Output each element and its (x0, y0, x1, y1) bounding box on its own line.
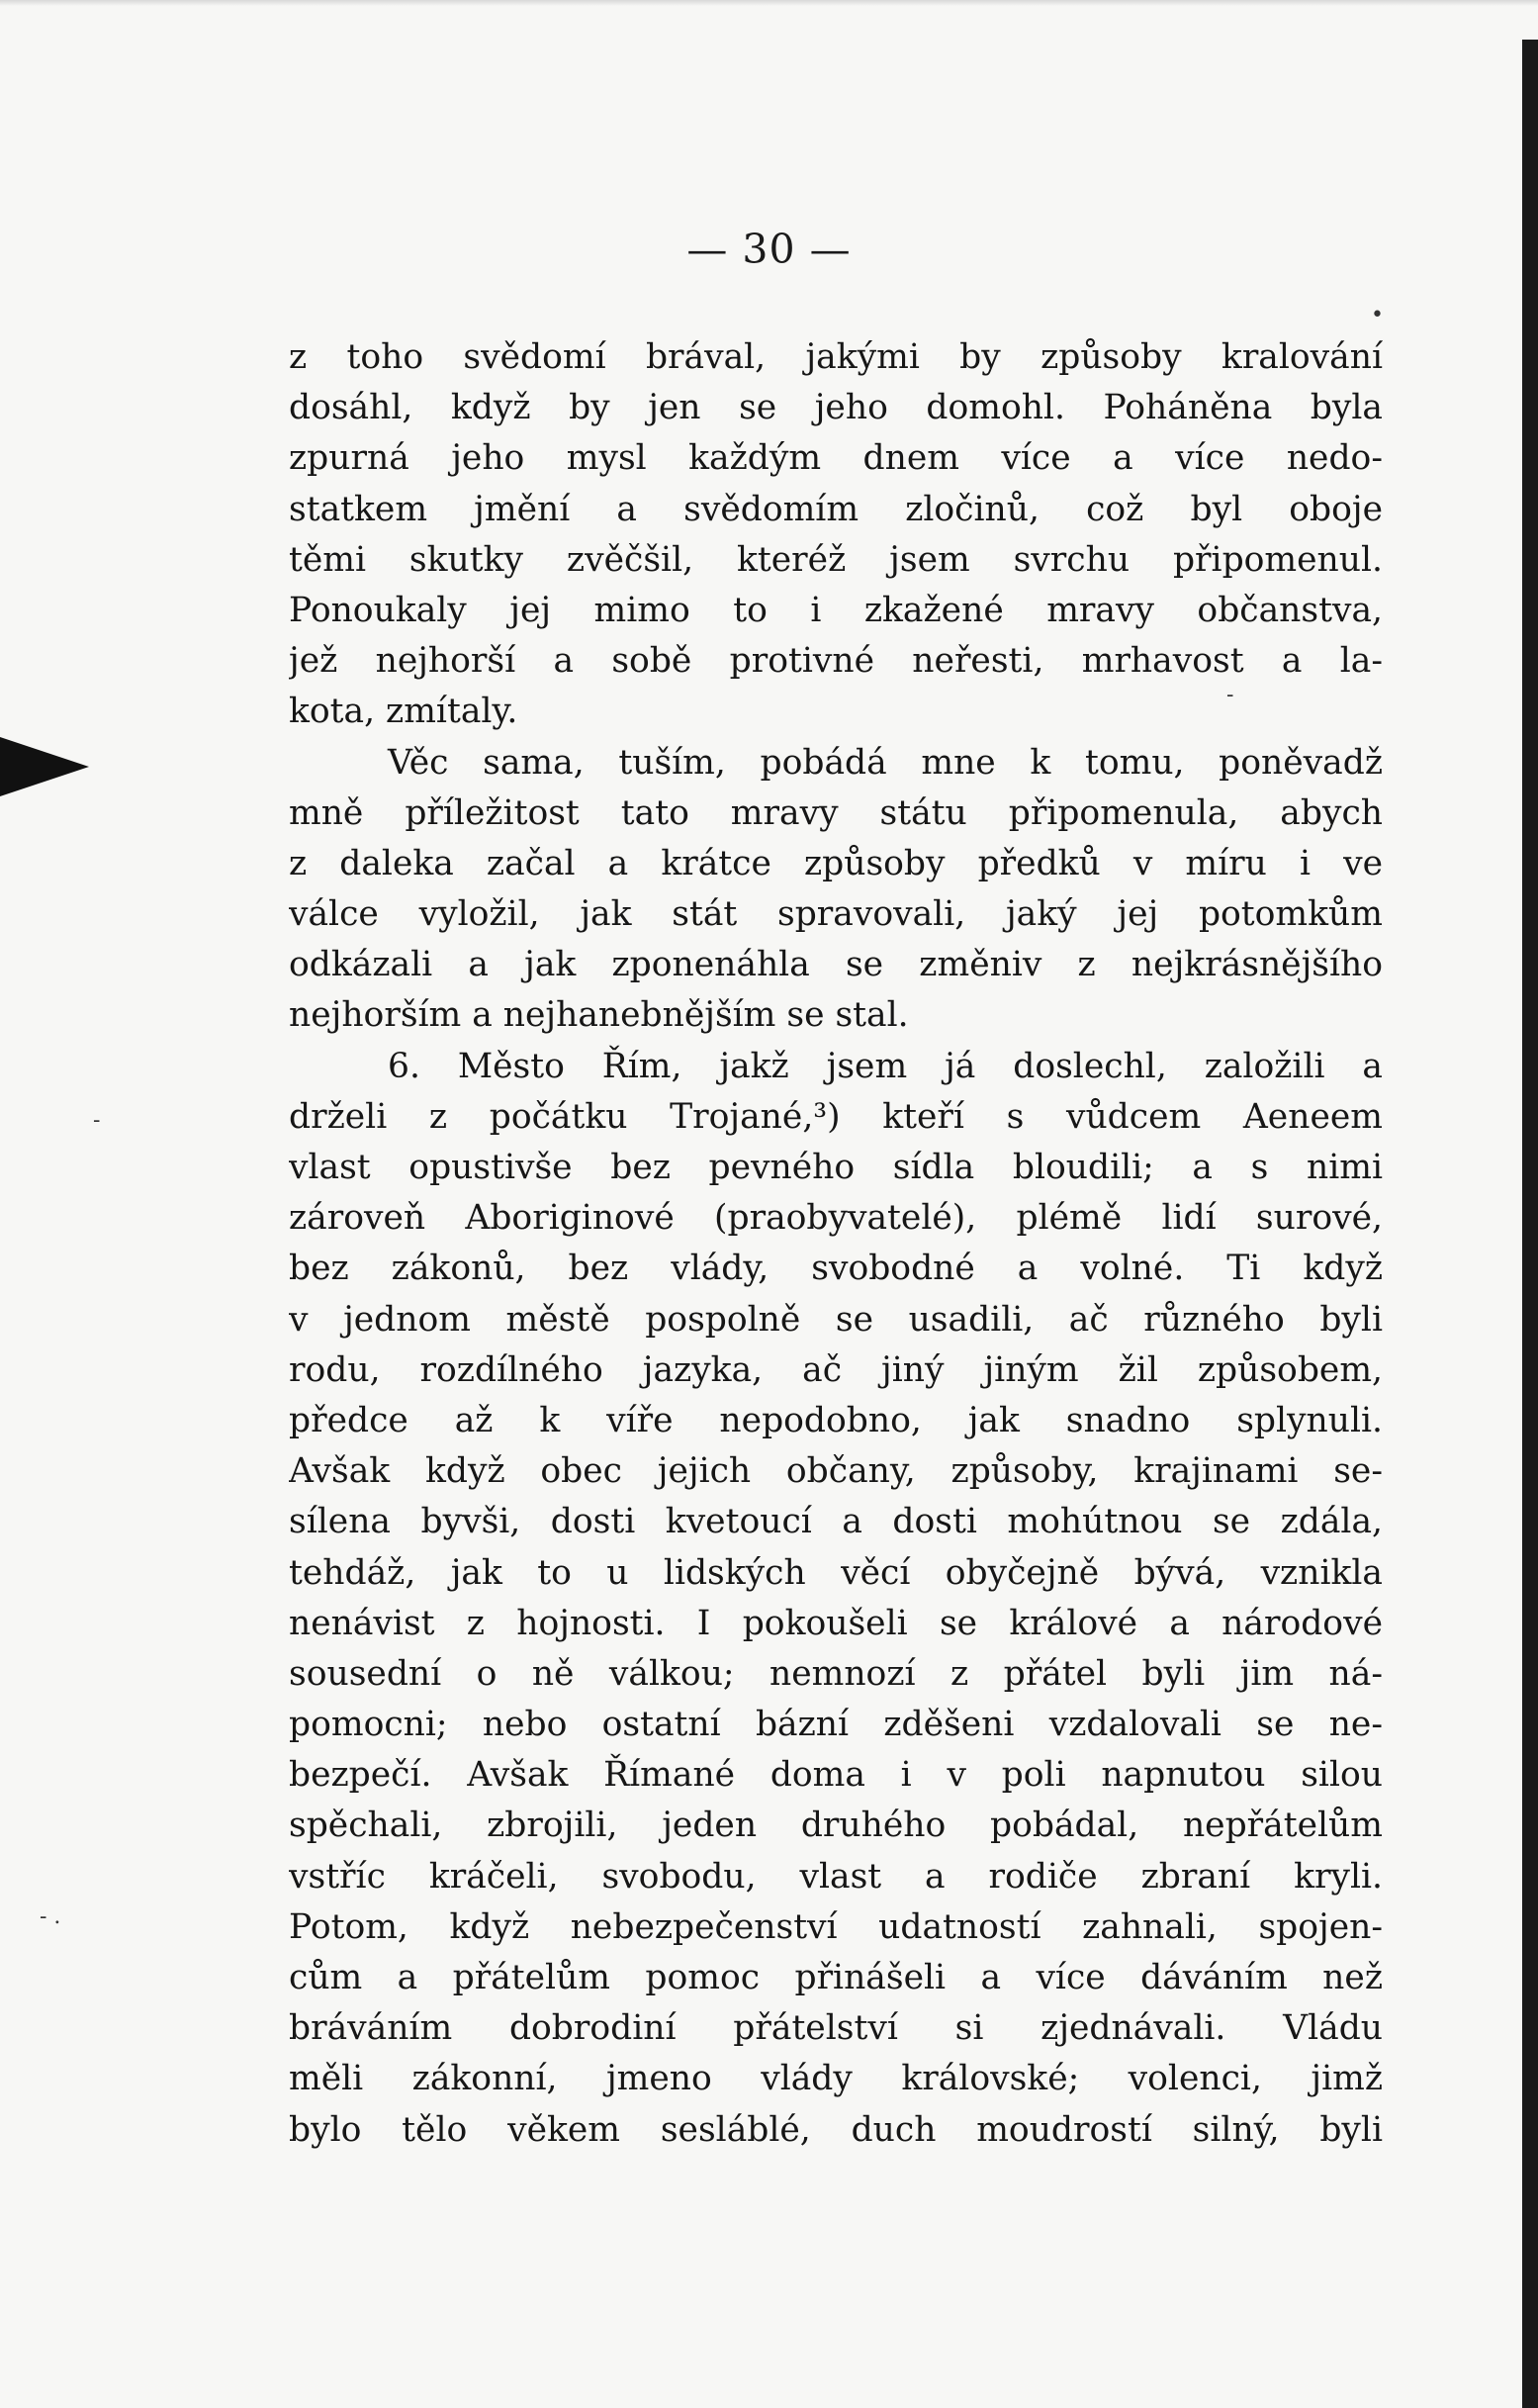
text-line: 6. Město Řím, jakž jsem já doslechl, založili a (388, 1046, 1383, 1086)
ink-speck: - (93, 1108, 101, 1133)
text-line: Ponoukaly jej mimo to i zkažené mravy občanstva, (289, 590, 1383, 630)
text-line: z toho svědomí brával, jakými by způsoby kralování (289, 337, 1383, 377)
text-line: dosáhl, když by jen se jeho domohl. Poháněna byla (289, 388, 1383, 428)
text-line: v jednom městě pospolně se usadili, ač různého byli (289, 1299, 1383, 1340)
text-line: statkem jmění a svědomím zločinů, což byl oboje (289, 489, 1383, 529)
text-line: nenávist z hojnosti. I pokoušeli se králové a národové (289, 1603, 1383, 1643)
text-line: odkázali a jak zponenáhla se změniv z nejkrásnějšího (289, 945, 1383, 985)
text-line: Věc sama, tuším, pobádá mne k tomu, poněvadž (388, 742, 1383, 783)
text-line: tehdáž, jak to u lidských věcí obyčejně bývá, vznikla (289, 1552, 1383, 1593)
text-line: pomocni; nebo ostatní bázní zděšeni vzdalovali se ne- (289, 1705, 1383, 1745)
ink-speck: • (1371, 303, 1384, 327)
ink-speck: - (1226, 683, 1234, 707)
text-line: zpurná jeho mysl každým dnem více a více nedo- (289, 438, 1383, 479)
text-line: zároveň Aboriginové (praobyvatelé), plémě lidí surové, (289, 1198, 1383, 1239)
text-line: měli zákonní, jmeno vlády královské; volenci, jimž (289, 2059, 1383, 2099)
text-line: Avšak když obec jejich občany, způsoby, krajinami se- (289, 1451, 1383, 1492)
text-line: předce až k víře nepodobno, jak snadno splynuli. (289, 1400, 1383, 1440)
ink-speck: - . (40, 1904, 61, 1929)
text-line: Potom, když nebezpečenství udatností zahnali, spojen- (289, 1906, 1383, 1947)
text-line: těmi skutky zvěčšil, kteréž jsem svrchu připomenul. (289, 539, 1383, 580)
margin-bracket-mark (0, 737, 89, 796)
text-line: cům a přátelům pomoc přinášeli a více dáváním než (289, 1958, 1383, 1997)
text-line: jež nejhorší a sobě protivné neřesti, mrhavost a la- (289, 641, 1383, 682)
page-top-shadow (0, 0, 1538, 6)
text-line: bezpečí. Avšak Římané doma i v poli napnutou silou (289, 1755, 1383, 1796)
text-line: bráváním dobrodiní přátelství si zjednávali. Vládu (289, 2008, 1383, 2049)
text-line: bylo tělo věkem sesláblé, duch moudrostí silný, byli (289, 2109, 1383, 2150)
text-line: bez zákonů, bez vlády, svobodné a volné. Ti když (289, 1249, 1383, 1289)
text-line: válce vyložil, jak stát spravovali, jaký jej potomkům (289, 894, 1383, 935)
text-line: kota, zmítaly. (289, 692, 518, 732)
text-line: vlast opustivše bez pevného sídla bloudili; a s nimi (289, 1148, 1383, 1187)
text-line: mně příležitost tato mravy státu připomenula, abych (289, 792, 1383, 833)
text-line: sousední o ně válkou; nemnozí z přátel byli jim ná- (289, 1653, 1383, 1694)
text-line: sílena byvši, dosti kvetoucí a dosti mohútnou se zdála, (289, 1502, 1383, 1542)
text-line: vstříc kráčeli, svobodu, vlast a rodiče zbraní kryli. (289, 1856, 1383, 1897)
page-number: — 30 — (686, 226, 852, 273)
text-line: nejhorším a nejhanebnějším se stal. (289, 995, 909, 1036)
text-line: rodu, rozdílného jazyka, ač jiný jiným žil způsobem, (289, 1349, 1383, 1390)
body-text (289, 332, 1383, 2156)
text-line: drželi z počátku Trojané,³) kteří s vůdcem Aeneem (289, 1096, 1383, 1137)
page-right-edge (1522, 40, 1538, 2408)
text-line: z daleka začal a krátce způsoby předků v míru i ve (289, 843, 1383, 883)
text-line: spěchali, zbrojili, jeden druhého pobádal, nepřátelům (289, 1806, 1383, 1846)
